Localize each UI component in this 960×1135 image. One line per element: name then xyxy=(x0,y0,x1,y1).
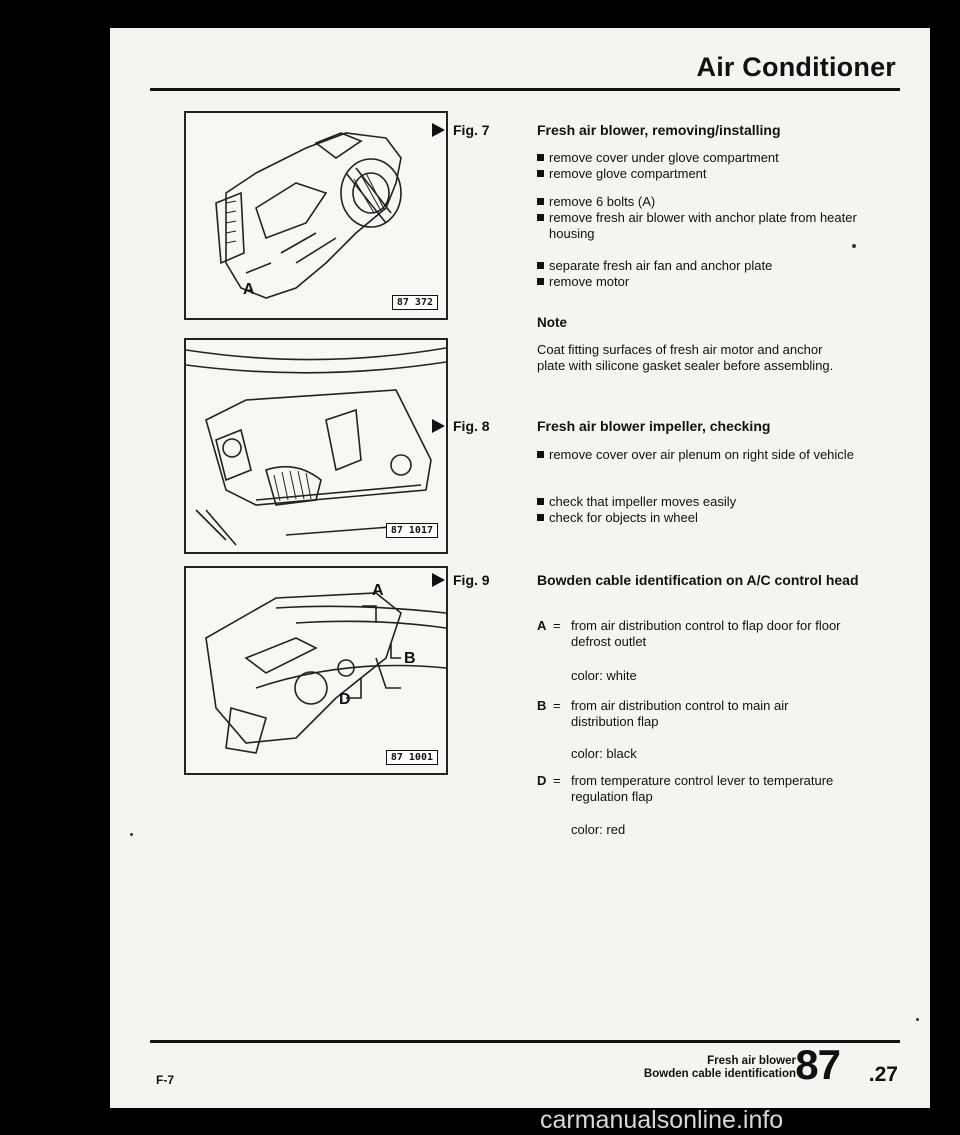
figure-8-illustration xyxy=(184,338,448,554)
cable-color: color: white xyxy=(571,668,637,683)
page-reference: F-7 xyxy=(156,1073,174,1087)
cable-key: B xyxy=(537,698,547,713)
blower-housing-drawing xyxy=(186,113,446,318)
cable-description: from temperature control lever to temperature regulation flap xyxy=(571,773,834,804)
footer-caption-line: Fresh air blower xyxy=(707,1055,796,1067)
figure-code: 87 1017 xyxy=(386,523,438,538)
page-header-title: Air Conditioner xyxy=(696,52,896,82)
equals-sign: = xyxy=(553,618,561,633)
instruction-bullet: remove 6 bolts (A) xyxy=(537,194,869,210)
pointer-arrow-icon xyxy=(432,573,445,587)
watermark-text: carmanualsonline.info xyxy=(540,1106,784,1134)
manual-page xyxy=(110,28,930,1108)
instruction-bullet: remove motor xyxy=(537,274,869,290)
equals-sign: = xyxy=(553,698,561,713)
cable-description: from air distribution control to main air distribution flap xyxy=(571,698,789,729)
instruction-bullet: remove glove compartment xyxy=(537,166,869,182)
instruction-bullet: remove cover over air plenum on right side of vehicle xyxy=(537,447,869,463)
callout-a: A xyxy=(243,281,255,298)
scan-speck xyxy=(916,1018,919,1021)
callout-b: B xyxy=(404,650,416,667)
fig-8-title: Fresh air blower impeller, checking xyxy=(537,418,771,434)
note-text: Coat fitting surfaces of fresh air motor and anchor plate with silicone gasket sealer before assembling. xyxy=(537,342,834,373)
callout-a: A xyxy=(372,582,384,599)
instruction-bullet: remove fresh air blower with anchor plate from heater housing xyxy=(537,210,869,242)
instruction-bullet: separate fresh air fan and anchor plate xyxy=(537,258,869,274)
equals-sign: = xyxy=(553,773,561,788)
figure-7-illustration xyxy=(184,111,448,320)
fig-7-title: Fresh air blower, removing/installing xyxy=(537,122,781,138)
figure-code: 87 1001 xyxy=(386,750,438,765)
callout-d: D xyxy=(339,691,351,708)
cable-color: color: red xyxy=(571,822,626,837)
page-number: .27 xyxy=(868,1063,898,1086)
header-rule xyxy=(150,88,900,91)
figure-9-illustration xyxy=(184,566,448,775)
instruction-bullet: remove cover under glove compartment xyxy=(537,150,869,166)
cable-color: color: black xyxy=(571,746,637,761)
fig-9-title: Bowden cable identification on A/C control head xyxy=(537,572,859,588)
footer-rule xyxy=(150,1040,900,1043)
cable-key: A xyxy=(537,618,547,633)
pointer-arrow-icon xyxy=(432,123,445,137)
control-head-drawing xyxy=(186,568,446,773)
cable-description: from air distribution control to flap door for floor defrost outlet xyxy=(571,618,841,649)
instruction-bullet: check that impeller moves easily xyxy=(537,494,869,510)
footer-caption-line: Bowden cable identification xyxy=(643,1068,796,1080)
note-heading: Note xyxy=(537,315,567,330)
fig-8-label: Fig. 8 xyxy=(432,418,490,434)
fig-7-label: Fig. 7 xyxy=(432,122,490,138)
pointer-arrow-icon xyxy=(432,419,445,433)
cable-key: D xyxy=(537,773,547,788)
figure-code: 87 372 xyxy=(392,295,438,310)
instruction-bullet: check for objects in wheel xyxy=(537,510,869,526)
fig-9-label: Fig. 9 xyxy=(432,572,490,588)
repair-group-number: 87 xyxy=(795,1041,840,1088)
plenum-drawing xyxy=(186,340,446,552)
scan-speck xyxy=(130,833,133,836)
scan-speck xyxy=(852,244,856,248)
footer-caption xyxy=(644,1055,796,1081)
